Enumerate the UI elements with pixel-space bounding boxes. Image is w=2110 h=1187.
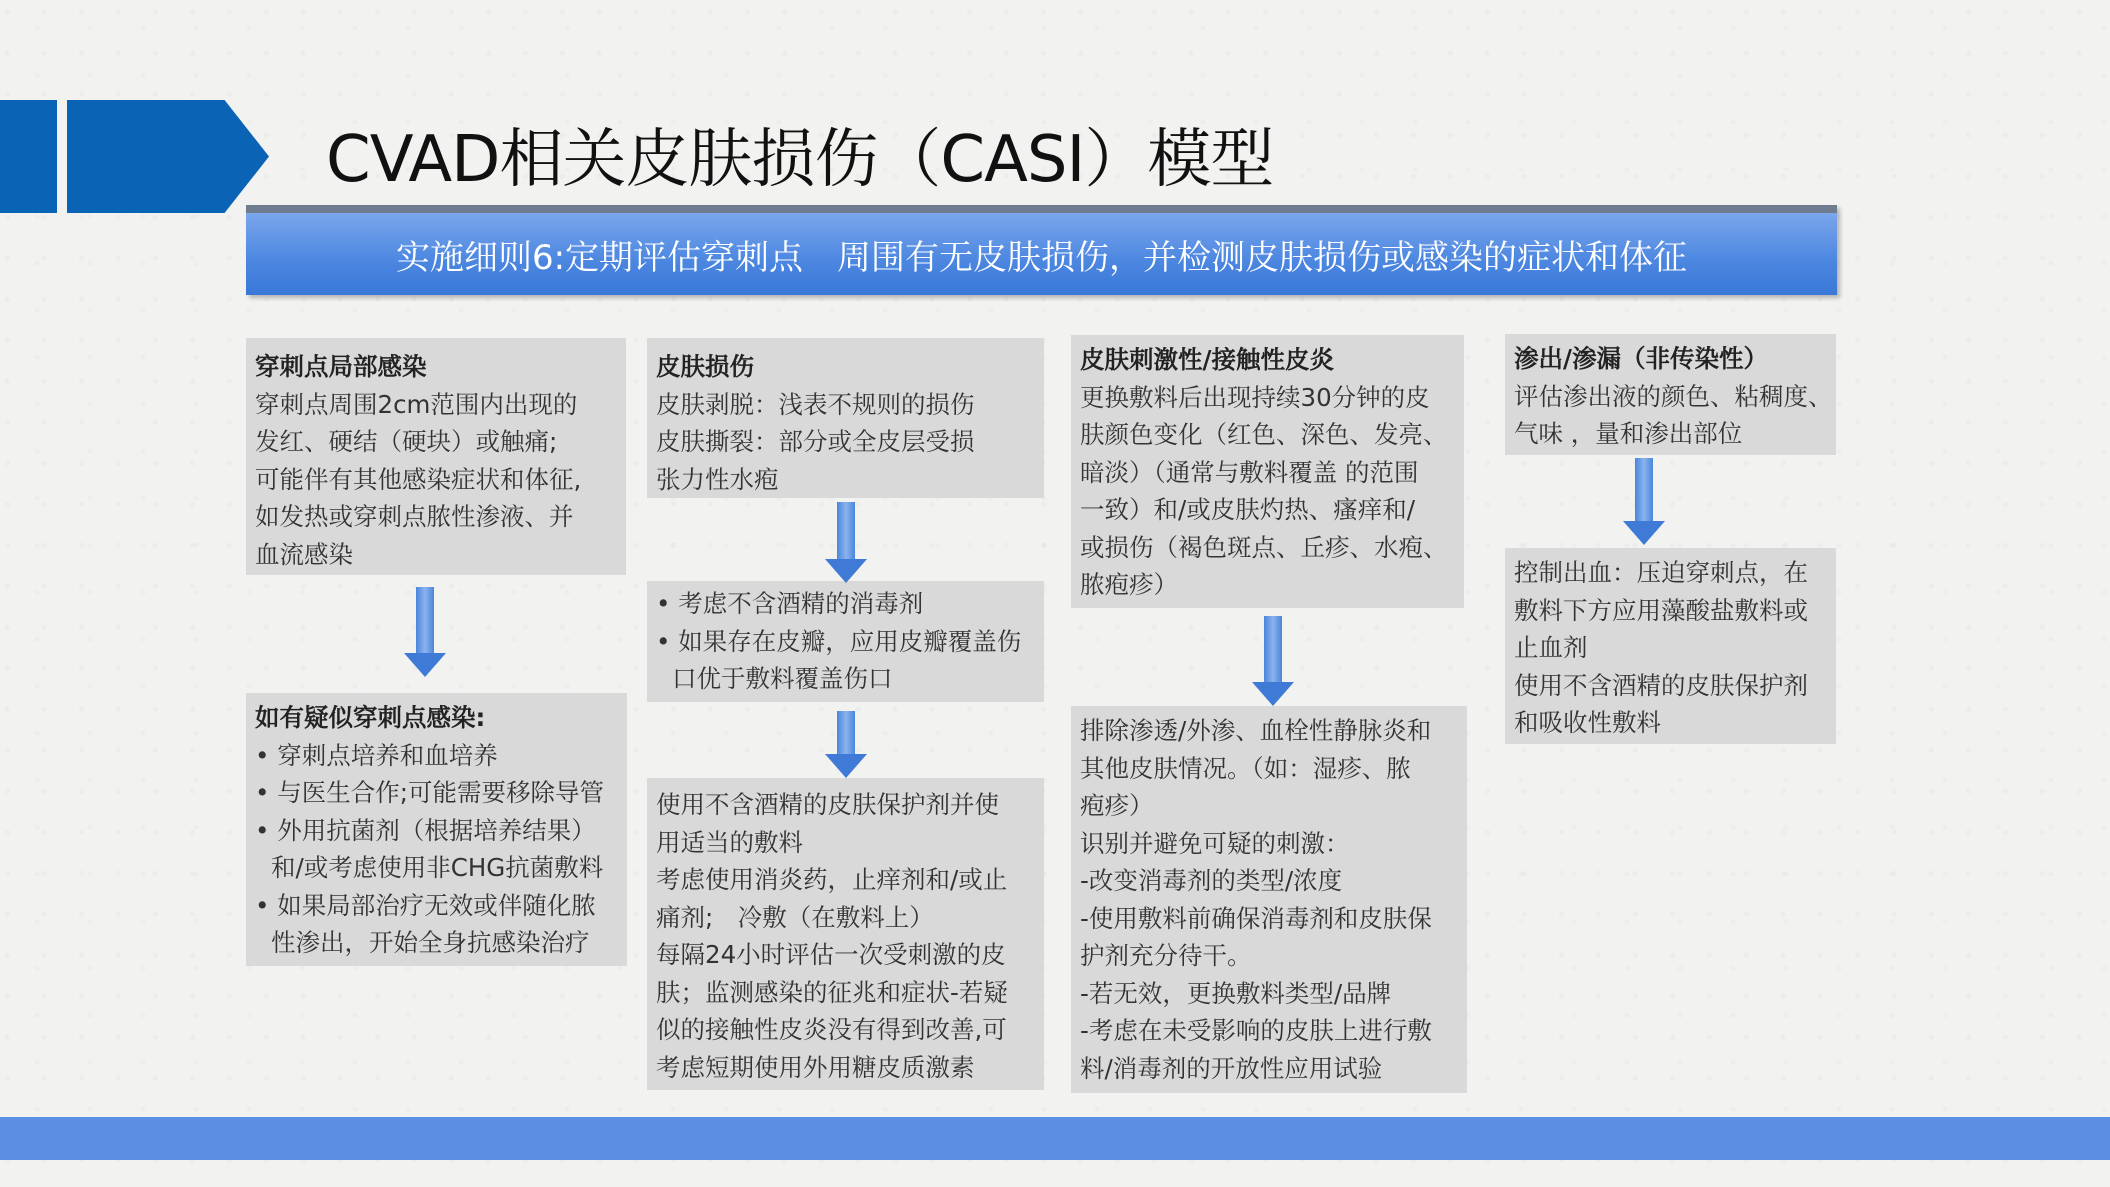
bullet-item: • 考虑不含酒精的消毒剂 <box>656 589 924 618</box>
box-puncture-infection <box>246 338 626 575</box>
box-text-line: 如发热或穿刺点脓性渗液、并 <box>255 502 574 531</box>
bullet-item: • 如果存在皮瓣，应用皮瓣覆盖伤口优于敷料覆盖伤口 <box>656 626 1022 693</box>
box-text-line: 穿刺点周围2cm范围内出现的 <box>255 389 578 419</box>
box-text-line: 考虑短期使用外用糖皮质激素 <box>656 1052 975 1082</box>
bullet-item: • 与医生合作;可能需要移除导管 <box>255 778 604 807</box>
box-text-line: 发红、硬结（硬块）或触痛; <box>255 427 558 456</box>
box-bleeding-control <box>1505 548 1836 744</box>
box-text-line: 识别并避免可疑的刺激： <box>1080 828 1350 858</box>
box-skin-injury-actions <box>647 581 1044 702</box>
box-text-line: 每隔24小时评估一次受刺激的皮 <box>656 940 1006 969</box>
box-text-line: 肤颜色变化（红色、深色、发亮、 <box>1080 420 1448 449</box>
box-text-line: -改变消毒剂的类型/浓度 <box>1080 866 1343 895</box>
box-suspected-infection-actions <box>246 693 627 966</box>
box-skin-protection-actions <box>647 778 1044 1090</box>
page-title: CVAD相关皮肤损伤（CASI）模型 <box>326 123 1274 197</box>
box-text-line: 暗淡）（通常与敷料覆盖 的范围 <box>1080 457 1419 487</box>
box-text-line: 痛剂; 冷敷（在敷料上） <box>656 902 934 932</box>
box-text-line: 一致）和/或皮肤灼热、瘙痒和/ <box>1080 495 1416 524</box>
box-text-line: 其他皮肤情况。（如：湿疹、脓 <box>1080 753 1411 783</box>
arrow-down-icon <box>1258 616 1288 706</box>
box-text-line: 敷料下方应用藻酸盐敷料或 <box>1514 595 1808 625</box>
box-text-line: 护剂充分待干。 <box>1080 941 1252 970</box>
header-chevron <box>67 100 269 213</box>
box-text-line: 止血剂 <box>1514 633 1588 662</box>
box-text-line: 似的接触性皮炎没有得到改善,可 <box>656 1015 1007 1044</box>
box-text-line: 料/消毒剂的开放性应用试验 <box>1080 1053 1383 1083</box>
box-heading: 皮肤刺激性/接触性皮炎 <box>1080 345 1334 374</box>
box-text-line: 气味 ，量和渗出部位 <box>1514 419 1743 448</box>
box-text-line: 皮肤剥脱：浅表不规则的损伤 <box>656 389 975 419</box>
box-text-line: 用适当的敷料 <box>656 827 803 857</box>
box-text-line: 血流感染 <box>255 539 353 569</box>
box-dermatitis-actions <box>1071 706 1467 1093</box>
box-text-line: 和吸收性敷料 <box>1514 708 1661 737</box>
box-contact-dermatitis <box>1071 335 1464 608</box>
box-text-line: 皮肤撕裂：部分或全皮层受损 <box>656 427 975 456</box>
footer-bar <box>0 1117 2110 1160</box>
header-accent-bar <box>0 100 57 213</box>
box-text-line: 排除渗透/外渗、血栓性静脉炎和 <box>1080 716 1432 745</box>
box-heading: 皮肤损伤 <box>656 352 754 381</box>
box-text-line: 疱疹） <box>1080 791 1154 820</box>
box-text-line: -使用敷料前确保消毒剂和皮肤保 <box>1080 903 1432 933</box>
box-exudate-leakage <box>1505 334 1836 455</box>
bullet-item: • 如果局部治疗无效或伴随化脓性渗出，开始全身抗感染治疗 <box>255 890 596 957</box>
arrow-down-icon <box>831 711 861 778</box>
box-text-line: -若无效，更换敷料类型/品牌 <box>1080 978 1392 1008</box>
box-text-line: 或损伤（褐色斑点、丘疹、水疱、 <box>1080 532 1448 562</box>
box-text-line: 张力性水疱 <box>656 464 779 494</box>
box-text-line: -考虑在未受影响的皮肤上进行敷 <box>1080 1016 1432 1045</box>
bullet-item: • 外用抗菌剂（根据培养结果）和/或考虑使用非CHG抗菌敷料 <box>255 815 604 882</box>
arrow-down-icon <box>410 587 440 677</box>
box-heading: 穿刺点局部感染 <box>255 352 427 381</box>
bullet-item: • 穿刺点培养和血培养 <box>255 740 498 770</box>
arrow-down-icon <box>1629 458 1659 545</box>
box-heading: 如有疑似穿刺点感染: <box>255 703 486 732</box>
box-text-line: 脓疱疹） <box>1080 570 1178 599</box>
box-text-line: 可能伴有其他感染症状和体征, <box>255 464 582 494</box>
box-heading: 渗出/渗漏（非传染性） <box>1514 344 1768 373</box>
box-text-line: 使用不含酒精的皮肤保护剂 <box>1514 670 1808 700</box>
box-text-line: 肤；监测感染的征兆和症状-若疑 <box>656 977 1008 1007</box>
box-text-line: 更换敷料后出现持续30分钟的皮 <box>1080 382 1430 412</box>
arrow-down-icon <box>831 502 861 583</box>
guideline-banner: 实施细则6:定期评估穿刺点 周围有无皮肤损伤，并检测皮肤损伤或感染的症状和体征 <box>246 205 1837 295</box>
box-skin-injury <box>647 338 1044 498</box>
box-text-line: 控制出血：压迫穿刺点，在 <box>1514 558 1808 587</box>
box-text-line: 使用不含酒精的皮肤保护剂并使 <box>656 790 999 819</box>
box-text-line: 考虑使用消炎药，止痒剂和/或止 <box>656 865 1008 894</box>
box-text-line: 评估渗出液的颜色、粘稠度、 <box>1514 381 1833 411</box>
